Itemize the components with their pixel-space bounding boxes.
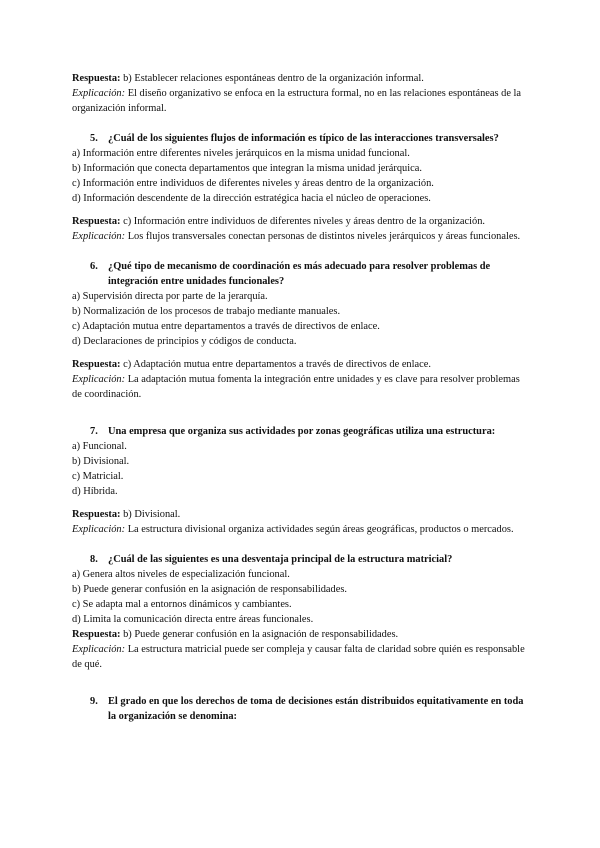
question-number: 6. <box>90 261 98 272</box>
question-number: 7. <box>90 426 98 437</box>
question-heading <box>72 259 532 289</box>
explanation-line <box>72 522 532 537</box>
question-text: El grado en que los derechos de toma de decisiones están distribuidos equitativamente en toda la organización se denomina: <box>108 696 524 722</box>
option: a) Supervisión directa por parte de la jerarquía. <box>72 291 268 302</box>
answer-line <box>72 627 532 642</box>
explanation-line <box>72 86 532 116</box>
answer-text: b) Establecer relaciones espontáneas dentro de la organización informal. <box>123 73 424 84</box>
option: c) Información entre individuos de diferentes niveles y áreas dentro de la organización. <box>72 178 434 189</box>
question-text: ¿Cuál de las siguientes es una desventaja principal de la estructura matricial? <box>108 554 453 565</box>
explanation-text: Los flujos transversales conectan personas de distintos niveles jerárquicos y áreas funcionales. <box>127 231 521 242</box>
question-number: 9. <box>90 696 98 707</box>
explanation-label: Explicación: <box>72 644 126 655</box>
option: b) Puede generar confusión en la asignación de responsabilidades. <box>72 584 347 595</box>
explanation-text: La estructura divisional organiza actividades según áreas geográficas, productos o mercados. <box>127 524 514 535</box>
document-page <box>72 71 532 724</box>
explanation-line <box>72 372 532 402</box>
answer-label: Respuesta: <box>72 359 121 370</box>
answer-line <box>72 357 532 372</box>
answer-label: Respuesta: <box>72 216 121 227</box>
option: d) Información descendente de la dirección estratégica hacia el núcleo de operaciones. <box>72 193 431 204</box>
explanation-text: La adaptación mutua fomenta la integración entre unidades y es clave para resolver problemas de coordinación. <box>72 374 520 400</box>
option: c) Matricial. <box>72 471 124 482</box>
question-number: 8. <box>90 554 98 565</box>
explanation-label: Explicación: <box>72 231 126 242</box>
option: a) Funcional. <box>72 441 127 452</box>
answer-line <box>72 214 532 229</box>
answer-text: c) Información entre individuos de diferentes niveles y áreas dentro de la organización. <box>123 216 486 227</box>
answer-text: c) Adaptación mutua entre departamentos a través de directivos de enlace. <box>123 359 431 370</box>
answer-text: b) Divisional. <box>123 509 181 520</box>
question-heading <box>72 424 532 439</box>
explanation-line <box>72 642 532 672</box>
option: b) Información que conecta departamentos que integran la misma unidad jerárquica. <box>72 163 422 174</box>
answer-label: Respuesta: <box>72 73 121 84</box>
question-heading <box>72 131 532 146</box>
question-heading <box>72 694 532 724</box>
explanation-text: La estructura matricial puede ser compleja y causar falta de claridad sobre quién es responsable de qué. <box>72 644 525 670</box>
question-text: ¿Qué tipo de mecanismo de coordinación es más adecuado para resolver problemas de integración entre unidades funcionales? <box>108 261 491 287</box>
question-text: Una empresa que organiza sus actividades por zonas geográficas utiliza una estructura: <box>108 426 496 437</box>
option: a) Genera altos niveles de especialización funcional. <box>72 569 290 580</box>
answer-text: b) Puede generar confusión en la asignación de responsabilidades. <box>123 629 399 640</box>
option: a) Información entre diferentes niveles jerárquicos en la misma unidad funcional. <box>72 148 410 159</box>
explanation-label: Explicación: <box>72 524 126 535</box>
option: c) Se adapta mal a entornos dinámicos y cambiantes. <box>72 599 292 610</box>
option: d) Híbrida. <box>72 486 118 497</box>
answer-line <box>72 507 532 522</box>
question-text: ¿Cuál de los siguientes flujos de información es típico de las interacciones transversales? <box>108 133 499 144</box>
answer-label: Respuesta: <box>72 509 121 520</box>
explanation-label: Explicación: <box>72 374 126 385</box>
option: d) Limita la comunicación directa entre áreas funcionales. <box>72 614 314 625</box>
explanation-label: Explicación: <box>72 88 126 99</box>
explanation-line <box>72 229 532 244</box>
question-number: 5. <box>90 133 98 144</box>
option: d) Declaraciones de principios y códigos de conducta. <box>72 336 297 347</box>
explanation-text: El diseño organizativo se enfoca en la estructura formal, no en las relaciones espontáneas de la organización informal. <box>72 88 522 114</box>
option: b) Divisional. <box>72 456 130 467</box>
answer-label: Respuesta: <box>72 629 121 640</box>
answer-line <box>72 71 532 86</box>
question-heading <box>72 552 532 567</box>
option: c) Adaptación mutua entre departamentos a través de directivos de enlace. <box>72 321 380 332</box>
option: b) Normalización de los procesos de trabajo mediante manuales. <box>72 306 341 317</box>
